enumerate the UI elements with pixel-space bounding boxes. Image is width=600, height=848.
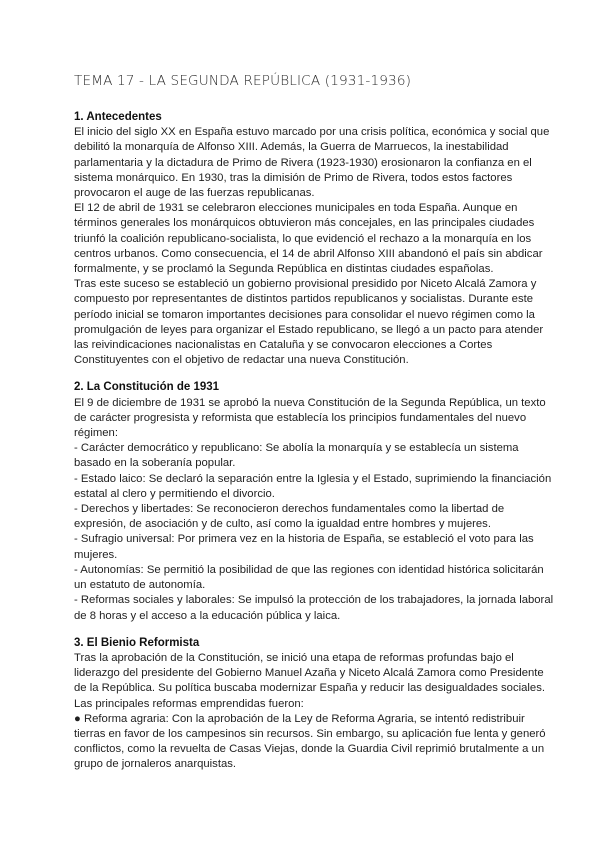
section-heading: 2. La Constitución de 1931 — [74, 381, 220, 394]
paragraph: El inicio del siglo XX en España estuvo marcado por una crisis política, económica y social que debilitó la monarquía de Alfonso XIII. Además, la Guerra de Marruecos, la inestabilidad parlamentaria y la dictadura de Primo de Rivera (1923-1930) erosionaron la confianza en el sistema monárquico. En 1930, tras la dimisión de Primo de Rivera, todos estos factores provocaron el auge de las fuerzas republicanas. — [74, 126, 550, 200]
paragraph: Tras este suceso se estableció un gobierno provisional presidido por Niceto Alcalá Zamora y compuesto por representantes de distintos partidos republicanos y socialistas. Durante este período inicial se tomaron importantes decisiones para consolidar el nuevo régimen como la promulgación de leyes para organizar el Estado republicano, se llegó a un pacto para atender las reivindicaciones nacionalistas en Cataluña y se convocaron elecciones a Cortes Constituyentes con el objetivo de redactar una nueva Constitución. — [74, 278, 544, 367]
list-item: ● Reforma agraria: Con la aprobación de la Ley de Reforma Agraria, se intentó redistribuir tierras en favor de los campesinos sin recursos. Sin embargo, su aplicación fue lenta y generó conflictos, como la revuelta de Casas Viejas, donde la Guardia Civil reprimió brutalmente a un grupo de jornaleros anarquistas. — [74, 712, 546, 771]
section-antecedentes — [74, 110, 556, 368]
list-item: - Derechos y libertades: Se reconocieron derechos fundamentales como la libertad de expresión, de asociación y de culto, así como la igualdad entre hombres y mujeres. — [74, 503, 505, 531]
paragraph: El 9 de diciembre de 1931 se aprobó la nueva Constitución de la Segunda República, un texto de carácter progresista y reformista que establecía los principios fundamentales del nuevo régimen: — [74, 396, 546, 440]
list-item: - Autonomías: Se permitió la posibilidad de que las regiones con identidad histórica solicitarán un estatuto de autonomía. — [74, 563, 544, 592]
section-constitucion-1931 — [74, 380, 556, 623]
document-title: TEMA 17 - LA SEGUNDA REPÚBLICA (1931-1936) — [74, 73, 412, 89]
list-item: - Reformas sociales y laborales: Se impulsó la protección de los trabajadores, la jornada laboral de 8 horas y el acceso a la educación pública y laica. — [74, 594, 554, 622]
list-item: - Carácter democrático y republicano: Se abolía la monarquía y se establecía un sistema basado en la soberanía popular. — [74, 442, 519, 470]
paragraph: Tras la aprobación de la Constitución, se inició una etapa de reformas profundas bajo el liderazgo del presidente del Gobierno Manuel Azaña y Niceto Alcalá Zamora como Presidente de la República. Su política buscaba modernizar España y reducir las desigualdades sociales. Las principales reformas emprendidas fueron: — [74, 651, 545, 710]
section-heading: 1. Antecedentes — [74, 111, 162, 123]
section-heading: 3. El Bienio Reformista — [74, 636, 200, 649]
list-item: - Sufragio universal: Por primera vez en la historia de España, se estableció el voto para las mujeres. — [74, 533, 534, 561]
section-bienio-reformista — [74, 636, 556, 773]
list-item: - Estado laico: Se declaró la separación entre la Iglesia y el Estado, suprimiendo la financiación estatal al clero y permitiendo el divorcio. — [74, 472, 552, 500]
paragraph: El 12 de abril de 1931 se celebraron elecciones municipales en toda España. Aunque en términos generales los monárquicos obtuvieron más concejales, en las principales ciudades triunfó la coalición republicano-socialista, lo que evidenció el rechazo a la monarquía en los centros urbanos. Como consecuencia, el 14 de abril Alfonso XIII abandonó el país sin abdicar formalmente, y se proclamó la Segunda República en distintas ciudades españolas. — [74, 202, 543, 276]
